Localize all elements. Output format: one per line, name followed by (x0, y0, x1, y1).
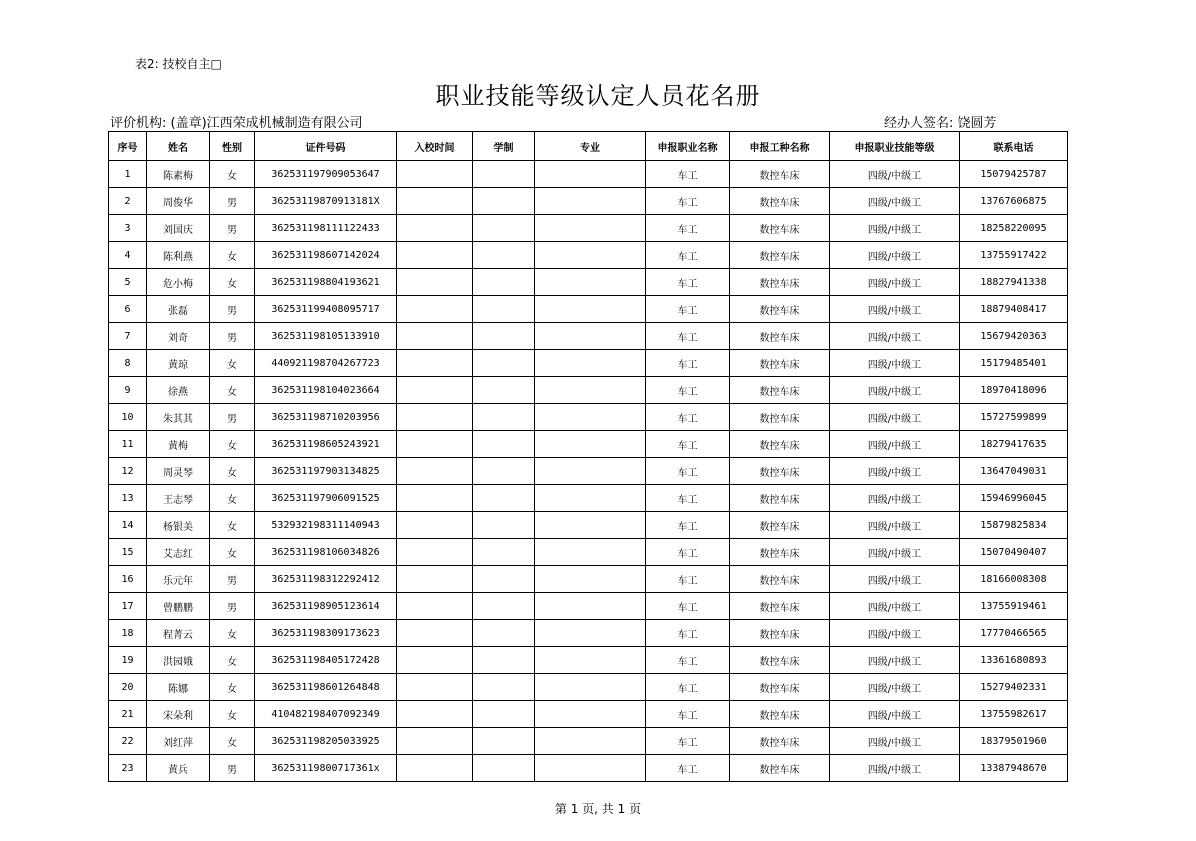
cell-major (535, 512, 646, 539)
cell-gender: 男 (210, 593, 255, 620)
cell-seq: 5 (109, 269, 147, 296)
cell-skill-level: 四级/中级工 (830, 458, 960, 485)
cell-skill-level: 四级/中级工 (830, 215, 960, 242)
table-row (109, 269, 1068, 296)
cell-name: 艾志红 (147, 539, 210, 566)
cell-id-number: 36253119800717361x (255, 755, 397, 782)
table-row (109, 377, 1068, 404)
evaluation-organization: 评价机构: (盖章)江西荣成机械制造有限公司 (110, 116, 363, 131)
cell-occupation: 车工 (646, 161, 730, 188)
cell-enroll-date (397, 458, 473, 485)
cell-job-type: 数控车床 (730, 566, 830, 593)
cell-enroll-date (397, 647, 473, 674)
cell-seq: 4 (109, 242, 147, 269)
page-label: 表2: 技校自主□ (135, 57, 222, 71)
cell-gender: 女 (210, 458, 255, 485)
cell-enroll-date (397, 539, 473, 566)
cell-duration (473, 647, 535, 674)
cell-gender: 女 (210, 242, 255, 269)
cell-name: 张磊 (147, 296, 210, 323)
table-row (109, 647, 1068, 674)
table-header-row (109, 132, 1068, 161)
cell-major (535, 350, 646, 377)
cell-occupation: 车工 (646, 701, 730, 728)
cell-occupation: 车工 (646, 566, 730, 593)
cell-major (535, 728, 646, 755)
cell-gender: 女 (210, 647, 255, 674)
cell-phone: 15946996045 (960, 485, 1068, 512)
cell-skill-level: 四级/中级工 (830, 404, 960, 431)
cell-enroll-date (397, 404, 473, 431)
table-row (109, 350, 1068, 377)
cell-id-number: 362531198710203956 (255, 404, 397, 431)
cell-job-type: 数控车床 (730, 296, 830, 323)
cell-skill-level: 四级/中级工 (830, 323, 960, 350)
cell-major (535, 269, 646, 296)
cell-phone: 18970418096 (960, 377, 1068, 404)
cell-occupation: 车工 (646, 242, 730, 269)
table-row (109, 215, 1068, 242)
cell-duration (473, 674, 535, 701)
page-footer: 第 1 页, 共 1 页 (554, 802, 642, 816)
cell-gender: 女 (210, 377, 255, 404)
roster-body (109, 161, 1068, 782)
cell-skill-level: 四级/中级工 (830, 620, 960, 647)
cell-gender: 男 (210, 296, 255, 323)
cell-skill-level: 四级/中级工 (830, 431, 960, 458)
cell-seq: 6 (109, 296, 147, 323)
cell-id-number: 410482198407092349 (255, 701, 397, 728)
cell-name: 曾鹏鹏 (147, 593, 210, 620)
cell-phone: 13647049031 (960, 458, 1068, 485)
cell-job-type: 数控车床 (730, 269, 830, 296)
cell-seq: 19 (109, 647, 147, 674)
cell-phone: 13755982617 (960, 701, 1068, 728)
cell-id-number: 362531198312292412 (255, 566, 397, 593)
cell-occupation: 车工 (646, 350, 730, 377)
cell-skill-level: 四级/中级工 (830, 269, 960, 296)
table-row (109, 512, 1068, 539)
cell-id-number: 362531197906091525 (255, 485, 397, 512)
cell-gender: 女 (210, 485, 255, 512)
cell-phone: 13755919461 (960, 593, 1068, 620)
cell-duration (473, 188, 535, 215)
cell-job-type: 数控车床 (730, 215, 830, 242)
cell-name: 刘奇 (147, 323, 210, 350)
cell-skill-level: 四级/中级工 (830, 485, 960, 512)
cell-job-type: 数控车床 (730, 512, 830, 539)
cell-name: 宋朵利 (147, 701, 210, 728)
cell-occupation: 车工 (646, 728, 730, 755)
cell-phone: 15879825834 (960, 512, 1068, 539)
cell-enroll-date (397, 350, 473, 377)
cell-duration (473, 512, 535, 539)
cell-id-number: 362531197909053647 (255, 161, 397, 188)
cell-job-type: 数控车床 (730, 485, 830, 512)
cell-skill-level: 四级/中级工 (830, 188, 960, 215)
cell-job-type: 数控车床 (730, 755, 830, 782)
cell-phone: 13755917422 (960, 242, 1068, 269)
cell-job-type: 数控车床 (730, 647, 830, 674)
cell-job-type: 数控车床 (730, 701, 830, 728)
cell-duration (473, 431, 535, 458)
cell-duration (473, 377, 535, 404)
cell-seq: 17 (109, 593, 147, 620)
header-major: 专业 (535, 132, 646, 161)
header-name: 姓名 (147, 132, 210, 161)
cell-major (535, 539, 646, 566)
table-row (109, 728, 1068, 755)
cell-duration (473, 296, 535, 323)
cell-phone: 15070490407 (960, 539, 1068, 566)
cell-skill-level: 四级/中级工 (830, 701, 960, 728)
cell-id-number: 362531198205033925 (255, 728, 397, 755)
header-job-type: 申报工种名称 (730, 132, 830, 161)
cell-name: 危小梅 (147, 269, 210, 296)
cell-seq: 15 (109, 539, 147, 566)
document-title: 职业技能等级认定人员花名册 (435, 82, 761, 110)
cell-gender: 女 (210, 431, 255, 458)
cell-seq: 7 (109, 323, 147, 350)
cell-name: 黄兵 (147, 755, 210, 782)
cell-name: 程菁云 (147, 620, 210, 647)
cell-phone: 13387948670 (960, 755, 1068, 782)
cell-name: 乐元年 (147, 566, 210, 593)
cell-enroll-date (397, 728, 473, 755)
cell-seq: 22 (109, 728, 147, 755)
cell-occupation: 车工 (646, 674, 730, 701)
cell-duration (473, 755, 535, 782)
cell-name: 刘红萍 (147, 728, 210, 755)
cell-name: 陈利燕 (147, 242, 210, 269)
cell-id-number: 532932198311140943 (255, 512, 397, 539)
header-enroll-date: 入校时间 (397, 132, 473, 161)
cell-enroll-date (397, 323, 473, 350)
cell-phone: 17770466565 (960, 620, 1068, 647)
cell-phone: 15679420363 (960, 323, 1068, 350)
cell-major (535, 404, 646, 431)
cell-occupation: 车工 (646, 620, 730, 647)
cell-major (535, 296, 646, 323)
header-id-number: 证件号码 (255, 132, 397, 161)
cell-enroll-date (397, 377, 473, 404)
cell-seq: 18 (109, 620, 147, 647)
cell-gender: 女 (210, 350, 255, 377)
cell-seq: 23 (109, 755, 147, 782)
cell-skill-level: 四级/中级工 (830, 350, 960, 377)
cell-name: 陈娜 (147, 674, 210, 701)
cell-duration (473, 458, 535, 485)
cell-skill-level: 四级/中级工 (830, 593, 960, 620)
cell-occupation: 车工 (646, 485, 730, 512)
table-row (109, 161, 1068, 188)
cell-seq: 3 (109, 215, 147, 242)
cell-phone: 13361680893 (960, 647, 1068, 674)
cell-name: 周灵琴 (147, 458, 210, 485)
cell-job-type: 数控车床 (730, 539, 830, 566)
cell-major (535, 323, 646, 350)
cell-major (535, 431, 646, 458)
cell-occupation: 车工 (646, 539, 730, 566)
cell-name: 周俊华 (147, 188, 210, 215)
cell-seq: 10 (109, 404, 147, 431)
cell-job-type: 数控车床 (730, 674, 830, 701)
cell-enroll-date (397, 566, 473, 593)
table-row (109, 188, 1068, 215)
cell-duration (473, 242, 535, 269)
table-row (109, 674, 1068, 701)
cell-enroll-date (397, 512, 473, 539)
cell-seq: 2 (109, 188, 147, 215)
cell-job-type: 数控车床 (730, 431, 830, 458)
cell-gender: 男 (210, 755, 255, 782)
cell-gender: 女 (210, 620, 255, 647)
cell-enroll-date (397, 215, 473, 242)
cell-phone: 15727599899 (960, 404, 1068, 431)
cell-major (535, 242, 646, 269)
cell-major (535, 566, 646, 593)
cell-skill-level: 四级/中级工 (830, 566, 960, 593)
cell-job-type: 数控车床 (730, 323, 830, 350)
cell-duration (473, 215, 535, 242)
table-row (109, 323, 1068, 350)
table-row (109, 296, 1068, 323)
cell-gender: 男 (210, 215, 255, 242)
cell-id-number: 362531197903134825 (255, 458, 397, 485)
cell-job-type: 数控车床 (730, 350, 830, 377)
cell-duration (473, 269, 535, 296)
cell-job-type: 数控车床 (730, 458, 830, 485)
table-row (109, 701, 1068, 728)
header-seq: 序号 (109, 132, 147, 161)
cell-name: 洪园娥 (147, 647, 210, 674)
cell-duration (473, 323, 535, 350)
cell-job-type: 数控车床 (730, 161, 830, 188)
table-row (109, 539, 1068, 566)
cell-major (535, 647, 646, 674)
cell-id-number: 362531198106034826 (255, 539, 397, 566)
cell-occupation: 车工 (646, 296, 730, 323)
table-row (109, 620, 1068, 647)
cell-phone: 15279402331 (960, 674, 1068, 701)
cell-id-number: 440921198704267723 (255, 350, 397, 377)
cell-phone: 15179485401 (960, 350, 1068, 377)
handler-signature: 经办人签名: 饶圆芳 (884, 116, 997, 131)
cell-major (535, 620, 646, 647)
roster-table (108, 131, 1068, 782)
cell-skill-level: 四级/中级工 (830, 539, 960, 566)
cell-enroll-date (397, 755, 473, 782)
cell-major (535, 701, 646, 728)
cell-skill-level: 四级/中级工 (830, 674, 960, 701)
cell-gender: 女 (210, 701, 255, 728)
cell-occupation: 车工 (646, 404, 730, 431)
cell-id-number: 362531198309173623 (255, 620, 397, 647)
cell-skill-level: 四级/中级工 (830, 242, 960, 269)
cell-skill-level: 四级/中级工 (830, 647, 960, 674)
cell-job-type: 数控车床 (730, 404, 830, 431)
cell-seq: 14 (109, 512, 147, 539)
cell-name: 王志琴 (147, 485, 210, 512)
cell-seq: 16 (109, 566, 147, 593)
cell-gender: 男 (210, 323, 255, 350)
cell-enroll-date (397, 188, 473, 215)
cell-gender: 女 (210, 161, 255, 188)
cell-duration (473, 404, 535, 431)
cell-id-number: 362531198104023664 (255, 377, 397, 404)
cell-major (535, 188, 646, 215)
cell-phone: 18279417635 (960, 431, 1068, 458)
cell-id-number: 362531198111122433 (255, 215, 397, 242)
cell-major (535, 755, 646, 782)
cell-gender: 女 (210, 269, 255, 296)
cell-id-number: 362531198905123614 (255, 593, 397, 620)
cell-job-type: 数控车床 (730, 188, 830, 215)
cell-gender: 男 (210, 188, 255, 215)
cell-major (535, 215, 646, 242)
cell-gender: 女 (210, 728, 255, 755)
cell-enroll-date (397, 242, 473, 269)
cell-duration (473, 566, 535, 593)
cell-enroll-date (397, 593, 473, 620)
cell-major (535, 674, 646, 701)
table-row (109, 458, 1068, 485)
cell-occupation: 车工 (646, 593, 730, 620)
cell-gender: 女 (210, 512, 255, 539)
cell-phone: 18379501960 (960, 728, 1068, 755)
cell-phone: 13767606875 (960, 188, 1068, 215)
cell-occupation: 车工 (646, 755, 730, 782)
cell-major (535, 593, 646, 620)
cell-seq: 9 (109, 377, 147, 404)
header-gender: 性别 (210, 132, 255, 161)
cell-job-type: 数控车床 (730, 728, 830, 755)
cell-enroll-date (397, 431, 473, 458)
cell-name: 徐燕 (147, 377, 210, 404)
cell-gender: 女 (210, 674, 255, 701)
cell-duration (473, 350, 535, 377)
table-row (109, 404, 1068, 431)
header-phone: 联系电话 (960, 132, 1068, 161)
cell-skill-level: 四级/中级工 (830, 161, 960, 188)
cell-duration (473, 701, 535, 728)
cell-occupation: 车工 (646, 431, 730, 458)
cell-major (535, 377, 646, 404)
cell-job-type: 数控车床 (730, 620, 830, 647)
cell-id-number: 362531198607142024 (255, 242, 397, 269)
cell-id-number: 362531198405172428 (255, 647, 397, 674)
header-duration: 学制 (473, 132, 535, 161)
cell-enroll-date (397, 701, 473, 728)
cell-enroll-date (397, 296, 473, 323)
cell-enroll-date (397, 161, 473, 188)
cell-phone: 18827941338 (960, 269, 1068, 296)
cell-skill-level: 四级/中级工 (830, 755, 960, 782)
cell-name: 杨银美 (147, 512, 210, 539)
cell-id-number: 362531198804193621 (255, 269, 397, 296)
table-row (109, 485, 1068, 512)
cell-id-number: 362531199408095717 (255, 296, 397, 323)
cell-job-type: 数控车床 (730, 242, 830, 269)
cell-occupation: 车工 (646, 647, 730, 674)
cell-name: 刘国庆 (147, 215, 210, 242)
cell-seq: 20 (109, 674, 147, 701)
cell-duration (473, 728, 535, 755)
cell-occupation: 车工 (646, 323, 730, 350)
cell-duration (473, 539, 535, 566)
cell-skill-level: 四级/中级工 (830, 377, 960, 404)
cell-major (535, 161, 646, 188)
cell-gender: 女 (210, 539, 255, 566)
cell-id-number: 362531198601264848 (255, 674, 397, 701)
cell-skill-level: 四级/中级工 (830, 512, 960, 539)
cell-gender: 男 (210, 566, 255, 593)
table-row (109, 566, 1068, 593)
cell-major (535, 485, 646, 512)
header-occupation: 申报职业名称 (646, 132, 730, 161)
cell-enroll-date (397, 620, 473, 647)
cell-occupation: 车工 (646, 458, 730, 485)
cell-enroll-date (397, 674, 473, 701)
cell-phone: 18166008308 (960, 566, 1068, 593)
cell-seq: 12 (109, 458, 147, 485)
cell-occupation: 车工 (646, 512, 730, 539)
cell-duration (473, 485, 535, 512)
cell-enroll-date (397, 269, 473, 296)
cell-seq: 1 (109, 161, 147, 188)
cell-phone: 18258220095 (960, 215, 1068, 242)
cell-id-number: 36253119870913181X (255, 188, 397, 215)
cell-name: 黄梅 (147, 431, 210, 458)
table-row (109, 431, 1068, 458)
cell-id-number: 362531198605243921 (255, 431, 397, 458)
cell-seq: 13 (109, 485, 147, 512)
cell-skill-level: 四级/中级工 (830, 728, 960, 755)
cell-occupation: 车工 (646, 377, 730, 404)
cell-seq: 21 (109, 701, 147, 728)
cell-name: 陈素梅 (147, 161, 210, 188)
cell-duration (473, 620, 535, 647)
cell-major (535, 458, 646, 485)
header-skill-level: 申报职业技能等级 (830, 132, 960, 161)
cell-name: 朱其其 (147, 404, 210, 431)
cell-phone: 18879408417 (960, 296, 1068, 323)
table-row (109, 755, 1068, 782)
cell-occupation: 车工 (646, 215, 730, 242)
cell-job-type: 数控车床 (730, 593, 830, 620)
cell-seq: 8 (109, 350, 147, 377)
cell-occupation: 车工 (646, 269, 730, 296)
table-row (109, 593, 1068, 620)
cell-gender: 男 (210, 404, 255, 431)
table-row (109, 242, 1068, 269)
cell-phone: 15079425787 (960, 161, 1068, 188)
cell-id-number: 362531198105133910 (255, 323, 397, 350)
cell-duration (473, 593, 535, 620)
cell-duration (473, 161, 535, 188)
cell-enroll-date (397, 485, 473, 512)
cell-name: 黄琼 (147, 350, 210, 377)
cell-occupation: 车工 (646, 188, 730, 215)
cell-seq: 11 (109, 431, 147, 458)
cell-skill-level: 四级/中级工 (830, 296, 960, 323)
cell-job-type: 数控车床 (730, 377, 830, 404)
